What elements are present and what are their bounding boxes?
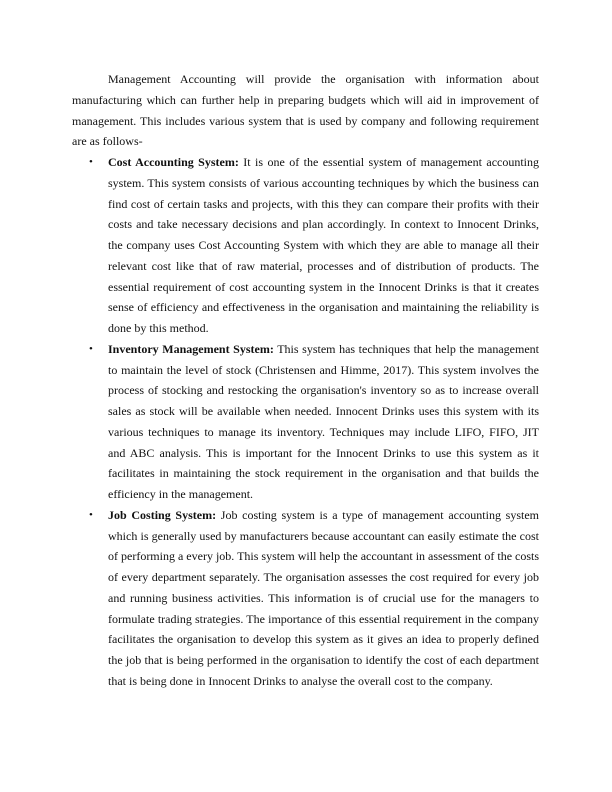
list-item-line: and ABC analysis. This is important for the Innocent Drinks to use this system as it — [108, 445, 539, 460]
list-item — [72, 339, 539, 505]
list-item-line: various techniques to manage its inventory. Techniques may include LIFO, FIFO, JIT — [108, 424, 539, 439]
list-item-label: Cost Accounting System: — [108, 155, 239, 169]
list-item-line: essential requirement of cost accounting system in the Innocent Drinks is that it creates — [108, 279, 539, 294]
intro-line: manufacturing which can further help in preparing budgets which will aid in improvement of — [72, 92, 539, 107]
list-item-line: the job that is being performed in the organisation to identify the cost of each department — [108, 653, 539, 667]
list-item-first-line — [108, 152, 539, 173]
list-item-line: of performing a every job. This system will help the accountant in assessment of the costs — [108, 549, 540, 564]
list-item-first-line — [108, 339, 539, 360]
list-item-line: efficiency in the management. — [108, 487, 254, 501]
list-item-line: facilitates in maintaining the stock requirement in the organisation and that builds the — [108, 466, 539, 481]
list-item — [72, 505, 539, 692]
list-item-line: relevant cost like that of raw material, processes and of distribution of products. The — [108, 258, 539, 273]
list-item-first-line — [108, 505, 539, 526]
document-page — [72, 69, 539, 692]
bullet-icon: • — [89, 156, 93, 168]
requirements-list — [72, 152, 539, 692]
intro-line: management. This includes various system that is used by company and following requirement — [72, 113, 539, 128]
bullet-icon: • — [89, 342, 93, 355]
list-item-line: sales as stock will be available when needed. Innocent Drinks uses this system with its — [108, 404, 539, 418]
list-item-line: to maintain the level of stock (Christensen and Himme, 2017). This system involves the — [108, 362, 539, 377]
bullet-icon: • — [89, 508, 93, 521]
list-item-line: the company uses Cost Accounting System with which they are able to manage all their — [108, 238, 539, 252]
intro-line: are as follows- — [72, 134, 143, 149]
list-item-line: find cost of certain tasks and projects, with this they can compare their profits with their — [108, 196, 539, 211]
intro-paragraph — [72, 69, 539, 152]
list-item-line: system. This system consists of various accounting techniques by which the business can — [108, 175, 539, 190]
list-item-line: facilitates the organisation to develop this system as it gives an idea to properly defined — [108, 632, 539, 647]
list-item-line: done by this method. — [108, 321, 209, 335]
list-item-text: It is one of the essential system of management accounting — [238, 155, 540, 169]
list-item-line: which is generally used by manufacturers because accountant can easily estimate the cost — [108, 528, 539, 543]
list-item-text: This system has techniques that help the management — [273, 341, 539, 356]
list-item — [72, 152, 539, 339]
list-item-line: process of stocking and restocking the organisation's inventory so as to increase overall — [108, 383, 539, 398]
list-item-text: Job costing system is a type of management accounting system — [216, 507, 539, 522]
list-item-line: sense of efficiency and effectiveness in the organisation and maintaining the reliability is — [108, 300, 539, 315]
list-item-line: costs and take necessary decisions and plan accordingly. In context to Innocent Drinks, — [108, 217, 539, 232]
list-item-line: formulate trading strategies. The importance of this essential requirement in the company — [108, 611, 539, 626]
list-item-line: that is being done in Innocent Drinks to analyse the overall cost to the company. — [108, 673, 493, 688]
list-item-label: Job Costing System: — [108, 507, 217, 522]
list-item-line: and running business activities. This information is of crucial use for the managers to — [108, 590, 539, 605]
list-item-label: Inventory Management System: — [108, 341, 274, 356]
intro-line: Management Accounting will provide the organisation with information about — [108, 72, 539, 86]
list-item-line: of every department separately. The organisation assesses the cost required for every job — [108, 570, 539, 584]
